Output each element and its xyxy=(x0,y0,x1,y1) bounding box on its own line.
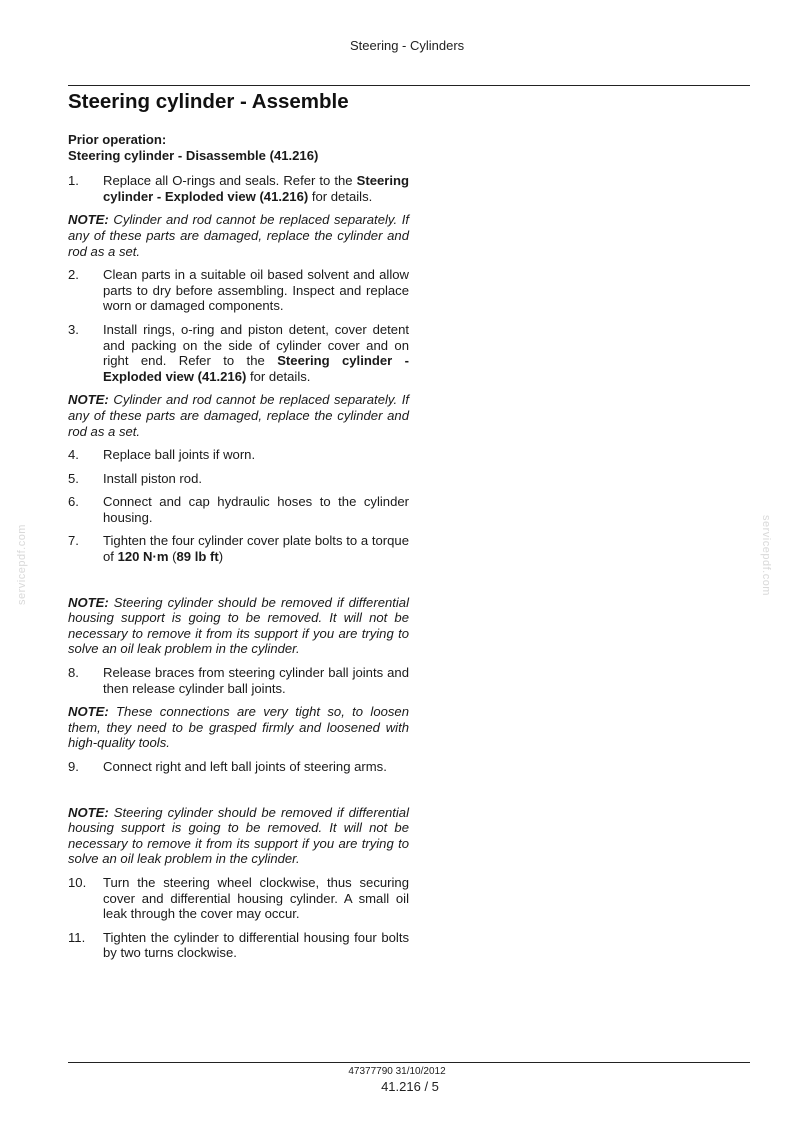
step-text: Tighten the four cylinder cover plate bolts to a torque of 120 N·m (89 lb ft) xyxy=(103,533,409,565)
step-5 xyxy=(68,471,409,487)
step-text: Install piston rod. xyxy=(103,470,202,486)
step-1 xyxy=(68,173,409,204)
step-2 xyxy=(68,267,409,314)
header-rule xyxy=(68,85,750,86)
procedure-body xyxy=(68,132,409,969)
step-text: Tighten the cylinder to differential housing four bolts by two turns clockwise. xyxy=(103,929,409,961)
step-number: 6. xyxy=(68,494,79,510)
note-4: NOTE: These connections are very tight so, to loosen them, they need to be grasped firmly and loosened with high-quality tools. xyxy=(68,704,409,751)
step-8 xyxy=(68,665,409,696)
step-text: Turn the steering wheel clockwise, thus securing cover and differential housing cylinder. A small oil leak through the cover may occur. xyxy=(103,874,409,922)
note-1: NOTE: Cylinder and rod cannot be replaced separately. If any of these parts are damaged, replace the cylinder and rod as a set. xyxy=(68,212,409,259)
step-text: Connect right and left ball joints of steering arms. xyxy=(103,759,387,774)
step-4 xyxy=(68,447,409,463)
step-text: Clean parts in a suitable oil based solvent and allow parts to dry before assembling. Inspect and replace worn or damaged components. xyxy=(103,267,409,314)
note-3: NOTE: Steering cylinder should be removed if differential housing support is going to be removed. It will not be necessary to remove it from its support if you are trying to solve an oil leak problem in the cylinder. xyxy=(68,594,409,657)
footer-rule xyxy=(68,1062,750,1063)
step-text: Replace ball joints if worn. xyxy=(103,447,256,463)
step-number: 8. xyxy=(68,665,79,681)
prior-operation-ref: Steering cylinder - Disassemble (41.216) xyxy=(68,147,319,163)
step-number: 11. xyxy=(68,929,86,945)
page-number: 41.216 / 5 xyxy=(381,1079,439,1094)
step-number: 10. xyxy=(68,874,87,890)
watermark-right: servicepdf.com xyxy=(760,515,772,596)
document-code: 47377790 31/10/2012 xyxy=(348,1066,446,1077)
step-number: 9. xyxy=(68,759,79,774)
step-6 xyxy=(68,494,409,525)
step-text: Connect and cap hydraulic hoses to the cylinder housing. xyxy=(103,494,409,525)
watermark-left: servicepdf.com xyxy=(16,524,28,605)
step-text: Release braces from steering cylinder ball joints and then release cylinder ball joints. xyxy=(103,665,409,696)
torque-value-imperial: 89 lb ft xyxy=(176,549,219,565)
page-title: Steering cylinder - Assemble xyxy=(68,90,349,113)
step-number: 5. xyxy=(68,470,79,486)
prior-operation xyxy=(68,132,409,163)
note-5: NOTE: Steering cylinder should be removed if differential housing support is going to be removed. It will not be necessary to remove it from its support if you are trying to solve an oil leak problem in the cylinder. xyxy=(68,804,409,867)
step-7 xyxy=(68,533,409,564)
cross-reference: Steering cylinder - Exploded view (41.216) xyxy=(103,353,409,384)
step-text: Install rings, o-ring and piston detent, cover detent and packing on the side of cylinder cover and on right end. Refer to the Steering cylinder - Exploded view (41.216) for details. xyxy=(103,321,409,384)
step-text: Replace all O-rings and seals. Refer to the Steering cylinder - Exploded view (41.216) for details. xyxy=(103,173,409,204)
step-number: 7. xyxy=(68,533,79,549)
step-number: 3. xyxy=(68,321,79,337)
cross-reference: Steering cylinder - Exploded view (41.216) xyxy=(103,173,409,204)
step-number: 1. xyxy=(68,173,79,189)
step-number: 2. xyxy=(68,267,79,283)
torque-value: 120 N·m xyxy=(117,549,169,565)
running-header: Steering - Cylinders xyxy=(350,38,465,53)
step-3 xyxy=(68,322,409,384)
step-number: 4. xyxy=(68,447,79,463)
step-10 xyxy=(68,875,409,922)
step-11 xyxy=(68,930,409,961)
prior-operation-label: Prior operation: xyxy=(68,132,167,147)
note-2: NOTE: Cylinder and rod cannot be replaced separately. If any of these parts are damaged, replace the cylinder and rod as a set. xyxy=(68,392,409,439)
step-9 xyxy=(68,759,409,775)
